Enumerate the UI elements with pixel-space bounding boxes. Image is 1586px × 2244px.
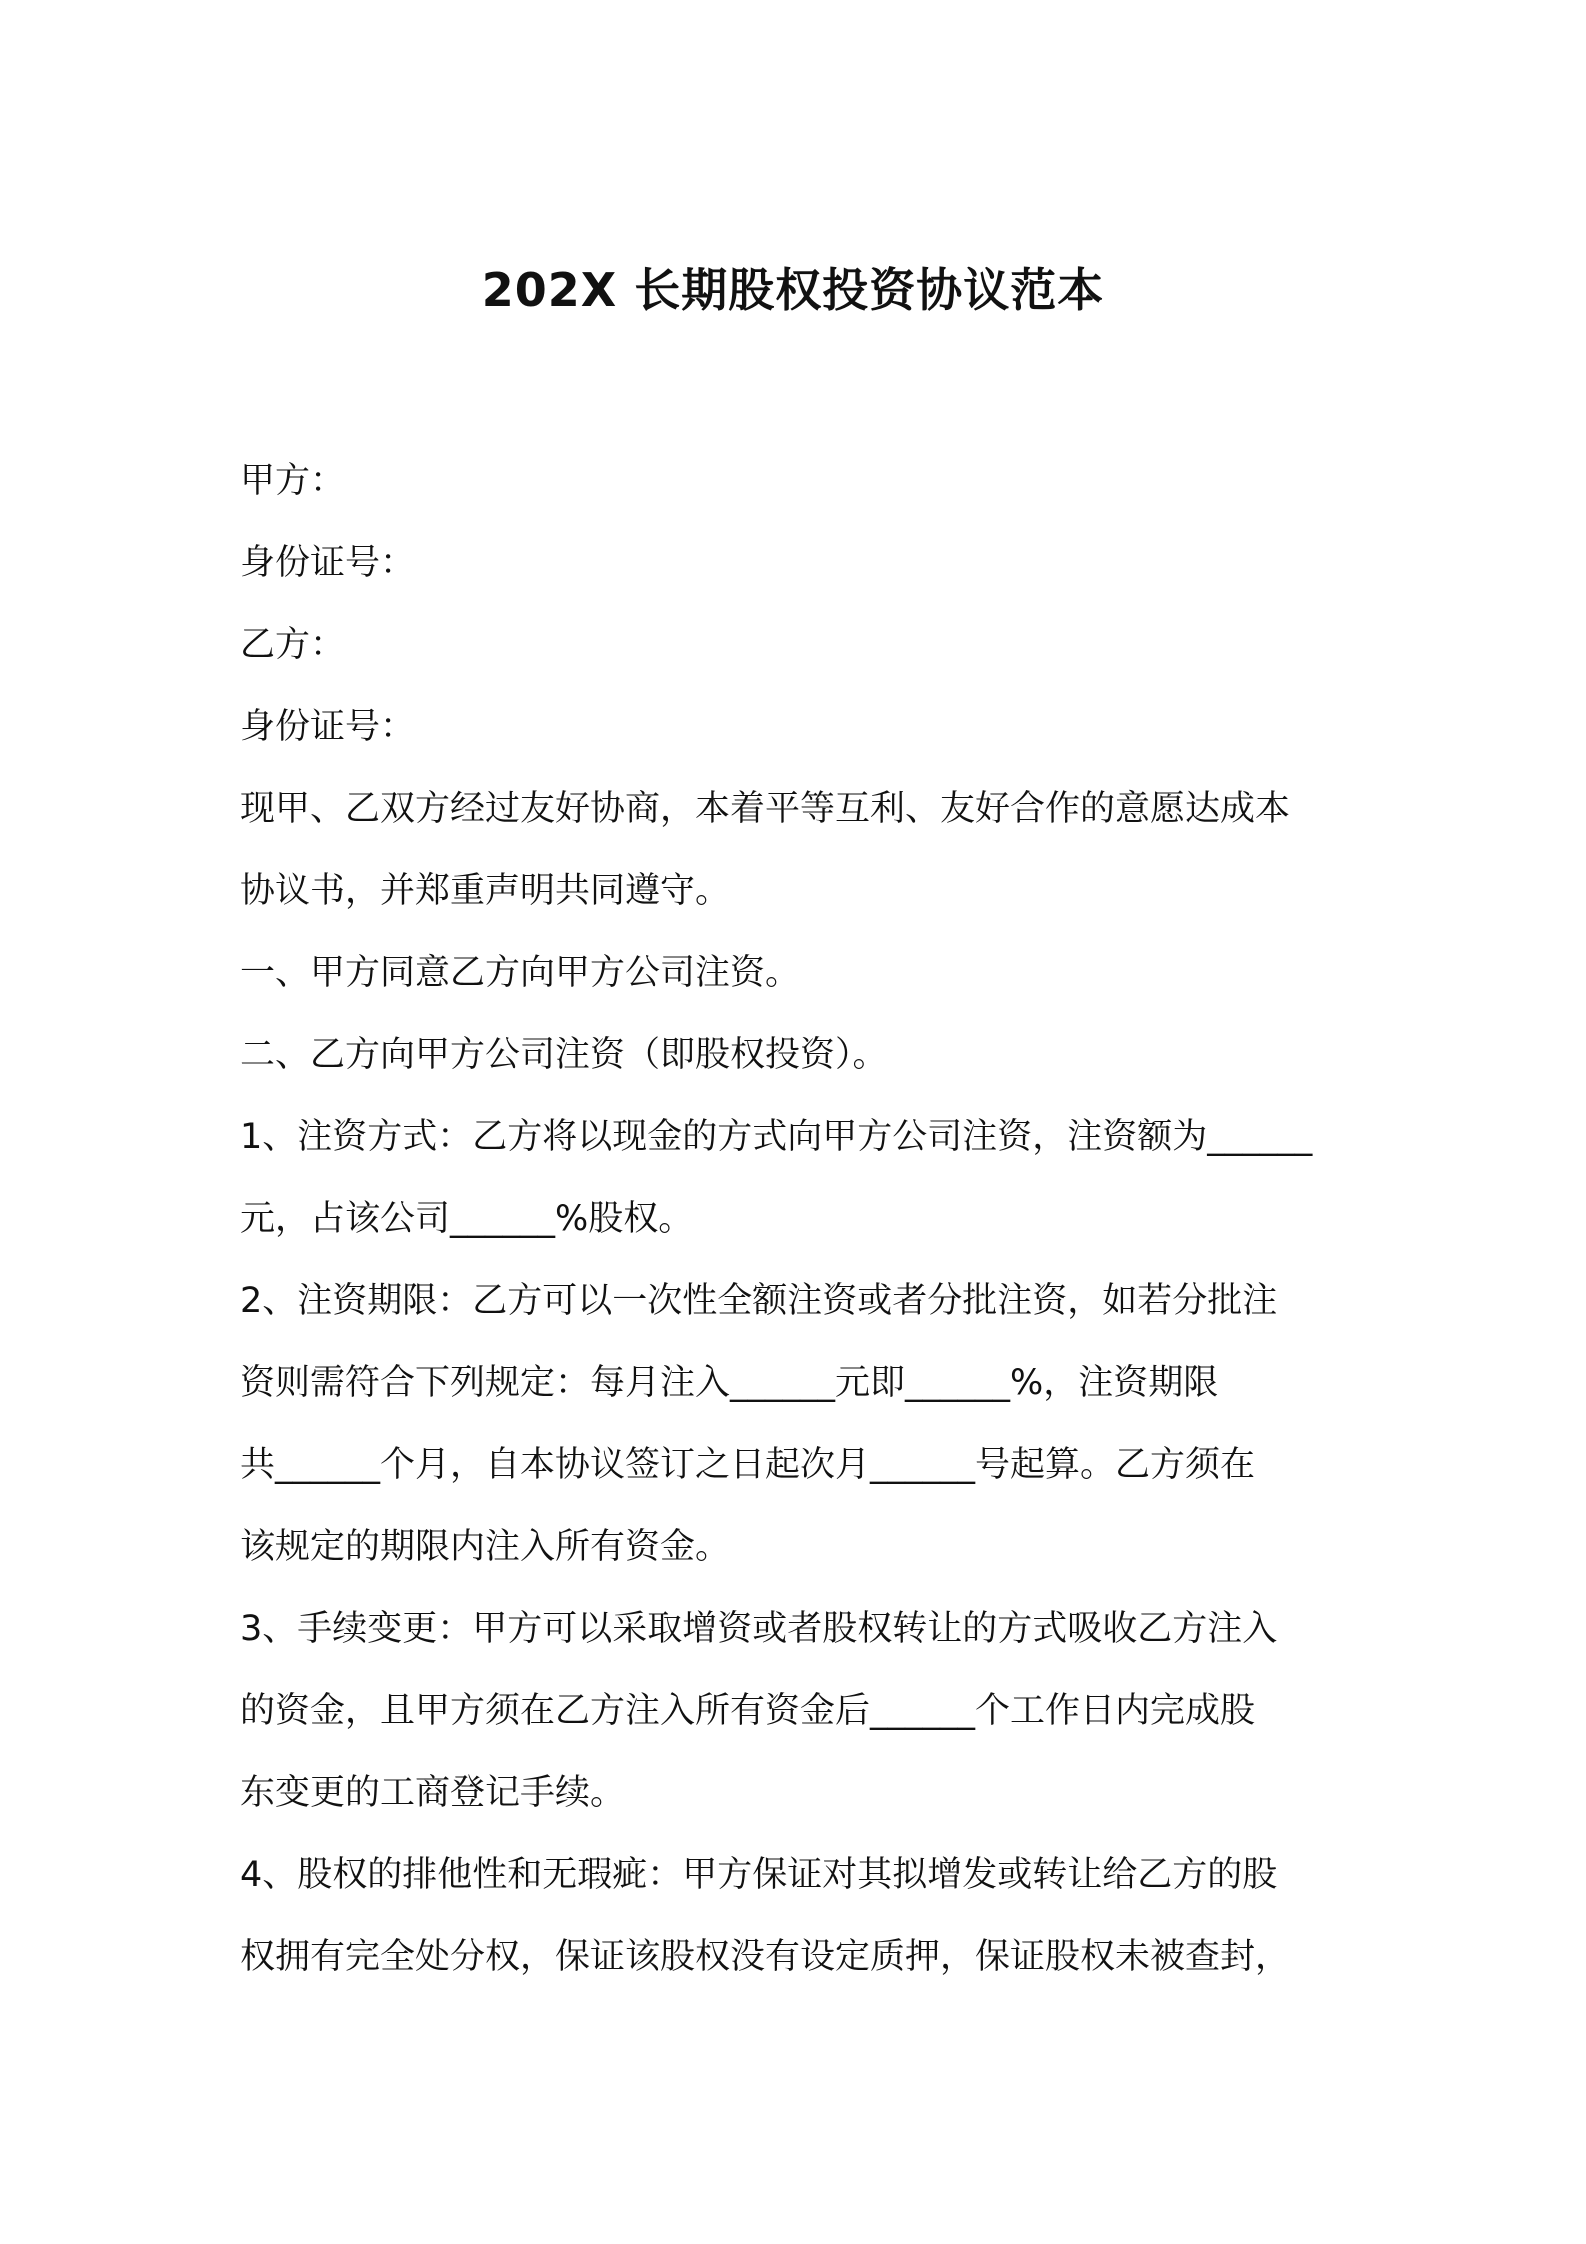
party-a-line: 甲方： xyxy=(240,461,346,501)
item-1-line-1: 1、注资方式：乙方将以现金的方式向甲方公司注资，注资额为______ xyxy=(240,1117,1313,1157)
party-b-id-line: 身份证号： xyxy=(240,707,416,747)
item-2-line-2: 资则需符合下列规定：每月注入______元即______%，注资期限 xyxy=(240,1363,1219,1403)
clause-2-line: 二、乙方向甲方公司注资（即股权投资）。 xyxy=(240,1035,888,1075)
clause-1-line: 一、甲方同意乙方向甲方公司注资。 xyxy=(240,953,801,993)
party-a-id-line: 身份证号： xyxy=(240,543,416,583)
item-3-line-1: 3、手续变更：甲方可以采取增资或者股权转让的方式吸收乙方注入 xyxy=(240,1609,1278,1649)
item-2-line-3: 共______个月，自本协议签订之日起次月______号起算。乙方须在 xyxy=(240,1445,1256,1485)
item-2-line-4: 该规定的期限内注入所有资金。 xyxy=(240,1527,731,1567)
preamble-line-1: 现甲、乙双方经过友好协商，本着平等互利、友好合作的意愿达成本 xyxy=(240,789,1291,829)
preamble-line-2: 协议书，并郑重声明共同遵守。 xyxy=(240,871,731,911)
item-4-line-1: 4、股权的排他性和无瑕疵：甲方保证对其拟增发或转让给乙方的股 xyxy=(240,1855,1278,1895)
document-body xyxy=(240,440,1350,1998)
document-title: 202X 长期股权投资协议范本 xyxy=(481,263,1105,317)
item-3-line-2: 的资金，且甲方须在乙方注入所有资金后______个工作日内完成股 xyxy=(240,1691,1256,1731)
item-1-line-2: 元，占该公司______%股权。 xyxy=(240,1199,694,1239)
item-3-line-3: 东变更的工商登记手续。 xyxy=(240,1773,626,1813)
item-2-line-1: 2、注资期限：乙方可以一次性全额注资或者分批注资，如若分批注 xyxy=(240,1281,1278,1321)
item-4-line-2: 权拥有完全处分权，保证该股权没有设定质押，保证股权未被查封， xyxy=(240,1937,1291,1977)
party-b-line: 乙方： xyxy=(240,625,346,665)
